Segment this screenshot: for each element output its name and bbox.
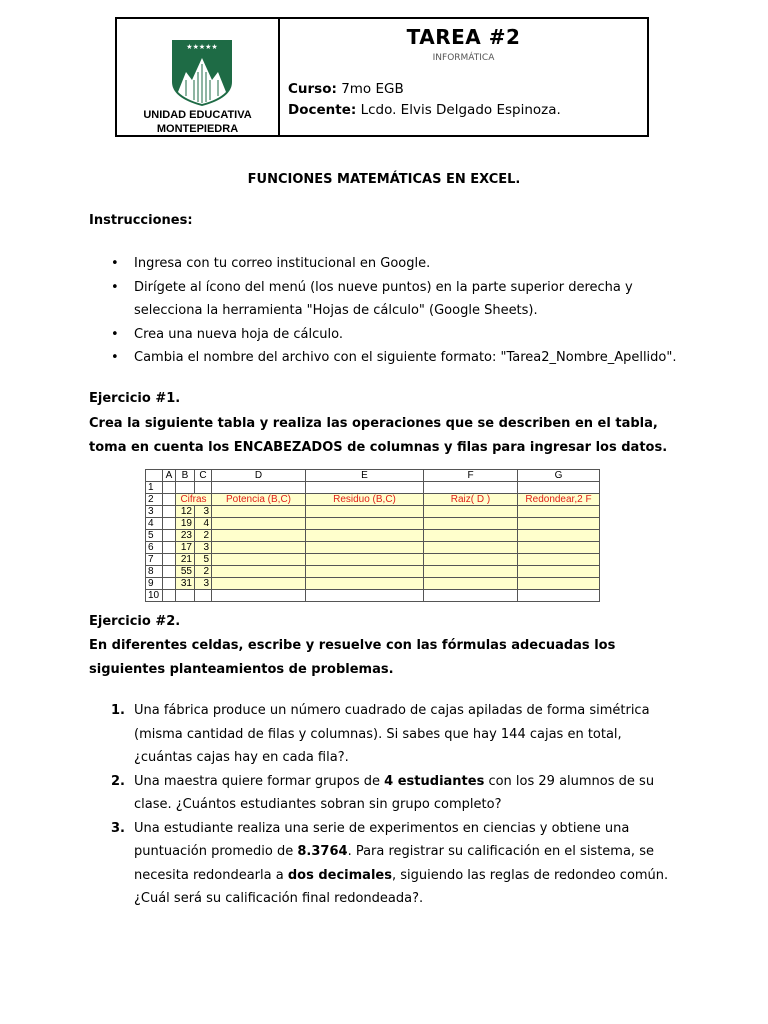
list-item: 3. Una estudiante realiza una serie de experimentos en ciencias y obtiene una puntuación promedio de 8.3764. Para registrar su calificación en el sistema, se necesita redondearla a dos decimales, siguiendo las reglas de redondeo común. ¿Cuál será su calificación final redondeada?. — [89, 817, 679, 911]
sheet-cell-b: 21 — [176, 554, 195, 566]
sheet-cell-c: 5 — [195, 554, 212, 566]
docente-line — [288, 102, 561, 118]
assignment-title: TAREA #2 — [406, 25, 521, 49]
page-heading: FUNCIONES MATEMÁTICAS EN EXCEL. — [247, 172, 521, 187]
docente-value: Lcdo. Elvis Delgado Espinoza. — [360, 102, 561, 118]
exercise2-text: En diferentes celdas, escribe y resuelve con las fórmulas adecuadas los siguientes planteamientos de problemas. — [89, 638, 616, 677]
table-row — [146, 578, 600, 590]
bullet-icon: • — [111, 350, 119, 365]
list-item: 2. Una maestra quiere formar grupos de 4 estudiantes con los 29 alumnos de su clase. ¿Cuántos estudiantes sobran sin grupo completo? — [89, 770, 679, 817]
sheet-col-header: E — [306, 470, 424, 482]
subject-label: INFORMÁTICA — [432, 53, 495, 63]
sheet-cell-c: 3 — [195, 506, 212, 518]
exercise2-title: Ejercicio #2. — [89, 614, 181, 629]
sheet-cell-b: 12 — [176, 506, 195, 518]
sheet-header-cifras: Cifras — [176, 494, 212, 506]
sheet-col-header: B — [176, 470, 195, 482]
sheet-row-header: 8 — [146, 566, 163, 578]
sheet-col-header: G — [518, 470, 600, 482]
instructions-list — [89, 252, 679, 370]
sheet-col-header: C — [195, 470, 212, 482]
instructions-title: Instrucciones: — [89, 213, 193, 228]
school-name-line2: MONTEPIEDRA — [156, 123, 239, 135]
sheet-cell-c: 3 — [195, 542, 212, 554]
table-row — [146, 590, 600, 602]
problem-number: 2. — [111, 773, 125, 789]
document-header — [115, 17, 649, 137]
school-logo-icon — [172, 40, 232, 106]
table-row — [146, 542, 600, 554]
curso-label: Curso: — [288, 81, 337, 97]
curso-value: 7mo EGB — [341, 81, 404, 97]
sheet-cell-b: 19 — [176, 518, 195, 530]
sheet-corner — [146, 470, 163, 482]
sheet-col-header: A — [163, 470, 176, 482]
sheet-cell-c: 2 — [195, 530, 212, 542]
exercise1-title: Ejercicio #1. — [89, 391, 181, 406]
sheet-header-redondear: Redondear,2 F — [518, 494, 600, 506]
problem-text: Una fábrica produce un número cuadrado de cajas apiladas de forma simétrica (misma cantidad de filas y columnas). Si sabes que hay 144 cajas en total, ¿cuántas cajas hay en cada fila?. — [134, 703, 650, 765]
table-row — [146, 530, 600, 542]
sheet-header-raiz: Raiz( D ) — [424, 494, 518, 506]
sheet-row-header: 4 — [146, 518, 163, 530]
sheet-cell-c: 4 — [195, 518, 212, 530]
sheet-row-header: 1 — [146, 482, 163, 494]
problems-list — [89, 699, 679, 911]
sheet-row-header: 5 — [146, 530, 163, 542]
table-row — [146, 566, 600, 578]
sheet-cell-c: 3 — [195, 578, 212, 590]
sheet-row-header: 9 — [146, 578, 163, 590]
table-row — [146, 482, 600, 494]
sheet-header-residuo: Residuo (B,C) — [306, 494, 424, 506]
sheet-cell-b: 55 — [176, 566, 195, 578]
school-name — [117, 108, 278, 136]
docente-label: Docente: — [288, 102, 357, 118]
sheet-column-header-row — [146, 470, 600, 482]
sheet-row-header: 10 — [146, 590, 163, 602]
problem-number: 3. — [111, 820, 125, 836]
table-row — [146, 494, 600, 506]
sheet-cell-b: 23 — [176, 530, 195, 542]
assignment-block — [280, 19, 647, 135]
sheet-row-header: 7 — [146, 554, 163, 566]
sheet-row-header: 3 — [146, 506, 163, 518]
sheet-row-header: 2 — [146, 494, 163, 506]
sheet-cell-c: 2 — [195, 566, 212, 578]
bullet-icon: • — [111, 256, 119, 271]
svg-text:★★★★★: ★★★★★ — [186, 43, 218, 51]
sheet-cell-b: 31 — [176, 578, 195, 590]
table-row — [146, 518, 600, 530]
sheet-col-header: D — [212, 470, 306, 482]
school-name-line1: UNIDAD EDUCATIVA — [143, 109, 252, 121]
sheet-row-header: 6 — [146, 542, 163, 554]
list-item: • Crea una nueva hoja de cálculo. — [89, 323, 679, 347]
list-item: • Cambia el nombre del archivo con el siguiente formato: "Tarea2_Nombre_Apellido". — [89, 346, 679, 370]
sheet-col-header: F — [424, 470, 518, 482]
table-row — [146, 506, 600, 518]
problem-number: 1. — [111, 703, 125, 718]
sheet-cell-b: 17 — [176, 542, 195, 554]
sheet-header-potencia: Potencia (B,C) — [212, 494, 306, 506]
list-item: • Dirígete al ícono del menú (los nueve puntos) en la parte superior derecha y selecciona la herramienta "Hojas de cálculo" (Google Sheets). — [89, 276, 679, 323]
exercise1-text: Crea la siguiente tabla y realiza las operaciones que se describen en el tabla, toma en cuenta los ENCABEZADOS de columnas y filas para ingresar los datos. — [89, 416, 668, 455]
list-item: • Ingresa con tu correo institucional en Google. — [89, 252, 679, 276]
bullet-icon: • — [111, 326, 119, 342]
list-item — [89, 699, 679, 770]
table-row — [146, 554, 600, 566]
curso-line — [288, 81, 404, 97]
spreadsheet-image — [145, 469, 600, 602]
bullet-icon: • — [111, 279, 119, 295]
school-block — [117, 19, 280, 135]
